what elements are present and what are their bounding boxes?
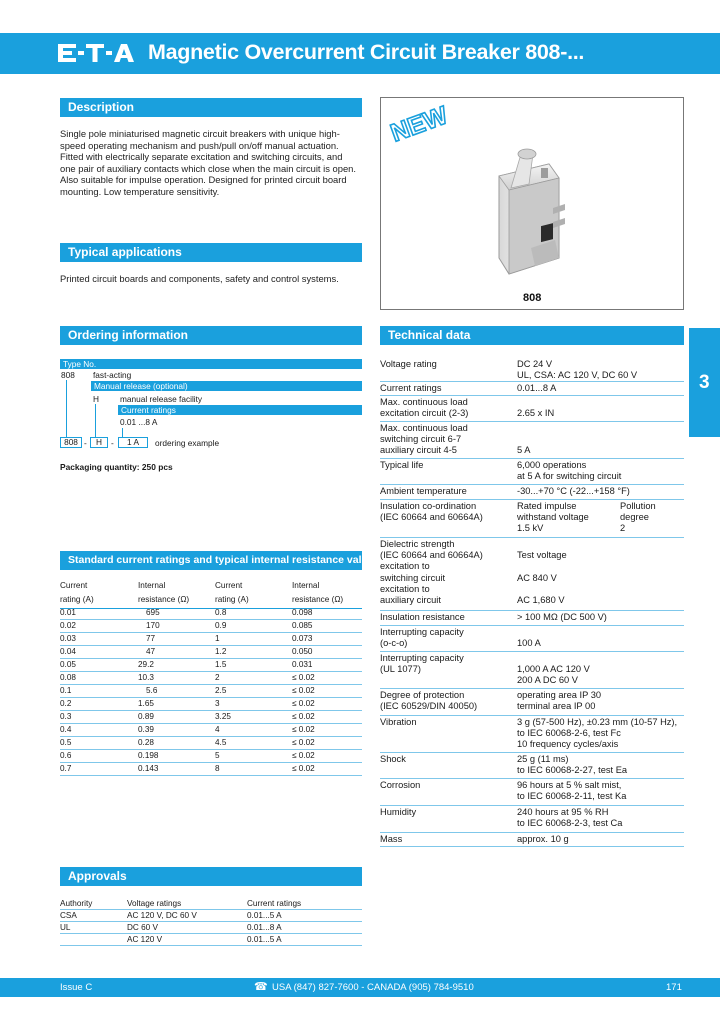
header-cell: Internal xyxy=(138,581,166,590)
tech-value: 100 A xyxy=(517,638,541,649)
eta-logo xyxy=(58,41,136,65)
applications-heading: Typical applications xyxy=(60,243,362,262)
table-cell: AC 120 V, DC 60 V xyxy=(127,911,197,920)
connector-line xyxy=(122,428,123,437)
table-cell: 8 xyxy=(215,764,220,773)
table-cell: ≤ 0.02 xyxy=(292,751,315,760)
tech-row xyxy=(380,422,684,459)
approvals-rows xyxy=(60,910,362,946)
type-desc: fast-acting xyxy=(93,370,132,380)
description-line: one pair of auxiliary contacts which close when the main circuit is open. xyxy=(60,162,356,174)
table-cell: 77 xyxy=(146,634,156,643)
connector-line xyxy=(66,380,67,437)
table-row xyxy=(60,646,362,659)
table-cell: 0.1 xyxy=(60,686,72,695)
table-cell: 0.4 xyxy=(60,725,72,734)
new-badge-text: NEW xyxy=(386,101,452,148)
tech-value: approx. 10 g xyxy=(517,834,569,844)
example-part: 1 A xyxy=(118,437,148,448)
tech-label: Degree of protection (IEC 60529/DIN 40050) xyxy=(380,690,478,712)
example-part: H xyxy=(90,437,108,448)
page-title: Magnetic Overcurrent Circuit Breaker 808-... xyxy=(148,40,585,64)
tech-row xyxy=(380,689,684,716)
header-cell: Authority xyxy=(60,899,93,908)
table-row xyxy=(60,922,362,934)
description-line: speed operating mechanism and push/pull on/off manual actuation. xyxy=(60,139,339,151)
header-cell: Current xyxy=(215,581,243,590)
example-label: ordering example xyxy=(155,438,220,448)
tech-row xyxy=(380,500,684,538)
tech-label: Humidity xyxy=(380,807,417,817)
release-label: Manual release (optional) xyxy=(91,381,362,391)
tech-row xyxy=(380,806,684,833)
tech-label: Dielectric strength (IEC 60664 and 60664A) excitation to switching circuit excitation to auxiliary circuit xyxy=(380,539,483,606)
example-part: 808 xyxy=(60,437,82,448)
table-cell: 0.2 xyxy=(60,699,72,708)
table-cell: 0.031 xyxy=(292,660,313,669)
header-cell: rating (A) xyxy=(60,595,94,604)
header-cell: rating (A) xyxy=(215,595,249,604)
table-cell: ≤ 0.02 xyxy=(292,699,315,708)
table-header-row xyxy=(60,898,362,910)
table-cell: ≤ 0.02 xyxy=(292,725,315,734)
table-row xyxy=(60,685,362,698)
applications-text: Printed circuit boards and components, safety and control systems. xyxy=(60,273,339,284)
header-cell: Current ratings xyxy=(247,899,302,908)
table-cell: 0.01...5 A xyxy=(247,935,282,944)
table-row xyxy=(60,934,362,946)
table-cell: 0.08 xyxy=(60,673,76,682)
description-heading: Description xyxy=(60,98,362,117)
table-cell: CSA xyxy=(60,911,77,920)
tech-row xyxy=(380,652,684,689)
release-desc: manual release facility xyxy=(120,394,203,404)
tech-label: Max. continuous load switching circuit 6-7 auxiliary circuit 4-5 xyxy=(380,423,468,456)
table-row xyxy=(60,737,362,750)
table-cell: 5 xyxy=(215,751,220,760)
tech-label: Corrosion xyxy=(380,780,421,790)
table-cell: 0.3 xyxy=(60,712,72,721)
packaging-quantity: Packaging quantity: 250 pcs xyxy=(60,462,173,472)
table-cell: 0.198 xyxy=(138,751,159,760)
phone-numbers: USA (847) 827-7600 - CANADA (905) 784-9510 xyxy=(272,982,474,993)
table-cell: 1.65 xyxy=(138,699,154,708)
header-cell: Current xyxy=(60,581,88,590)
tech-value: 25 g (11 ms) to IEC 60068-2-27, test Ea xyxy=(517,754,628,776)
tech-value: 96 hours at 5 % salt mist, to IEC 60068-2-11, test Ka xyxy=(517,780,627,802)
tech-value: 240 hours at 95 % RH to IEC 60068-2-3, test Ca xyxy=(517,807,623,829)
tech-value: 1,000 A AC 120 V 200 A DC 60 V xyxy=(517,664,590,686)
description-line: Fitted with electrically separate excitation and switching circuits, and xyxy=(60,151,343,163)
table-cell: 2.5 xyxy=(215,686,227,695)
header-cell: Internal xyxy=(292,581,320,590)
tech-label: Shock xyxy=(380,754,406,764)
table-cell: 0.050 xyxy=(292,647,313,656)
table-cell: 0.5 xyxy=(60,738,72,747)
page-footer xyxy=(0,978,720,997)
table-cell: 29.2 xyxy=(138,660,154,669)
table-cell: 0.01 xyxy=(60,608,76,617)
tech-value: 0.01...8 A xyxy=(517,383,557,393)
table-cell: 2 xyxy=(215,673,220,682)
current-label: Current ratings xyxy=(118,405,362,415)
table-cell: 1 xyxy=(215,634,220,643)
table-cell: 3 xyxy=(215,699,220,708)
type-label: Type No. xyxy=(60,359,362,369)
tech-label: Typical life xyxy=(380,460,424,470)
tech-row xyxy=(380,538,684,611)
phone-icon: ☎ xyxy=(254,981,268,993)
table-row xyxy=(60,620,362,633)
table-cell: 0.9 xyxy=(215,621,227,630)
table-cell: 0.073 xyxy=(292,634,313,643)
table-cell: ≤ 0.02 xyxy=(292,712,315,721)
table-row xyxy=(60,724,362,737)
table-cell: 0.143 xyxy=(138,764,159,773)
table-cell: 0.39 xyxy=(138,725,154,734)
table-cell: UL xyxy=(60,923,71,932)
table-cell: ≤ 0.02 xyxy=(292,764,315,773)
tech-row xyxy=(380,753,684,779)
table-cell: 10.3 xyxy=(138,673,154,682)
table-cell: 4.5 xyxy=(215,738,227,747)
header-cell: resistance (Ω) xyxy=(292,595,344,604)
ordering-heading: Ordering information xyxy=(60,326,362,345)
table-cell: DC 60 V xyxy=(127,923,158,932)
table-cell: AC 120 V xyxy=(127,935,163,944)
header-cell: Voltage ratings xyxy=(127,899,182,908)
table-cell: 695 xyxy=(146,608,160,617)
table-cell: 0.04 xyxy=(60,647,76,656)
page-number: 171 xyxy=(666,982,682,993)
tech-label: Insulation resistance xyxy=(380,612,465,622)
table-row xyxy=(60,698,362,711)
tech-value: 5 A xyxy=(517,445,531,456)
tech-label: Insulation co-ordination (IEC 60664 and 60664A) xyxy=(380,501,483,523)
current-range: 0.01 ...8 A xyxy=(120,417,158,427)
tech-label: Interrupting capacity (UL 1077) xyxy=(380,653,464,675)
type-code: 808 xyxy=(61,370,75,380)
page-header xyxy=(0,33,720,74)
tech-value: Rated impulse withstand voltage 1.5 kV xyxy=(517,501,589,534)
tech-row xyxy=(380,459,684,485)
table-cell: ≤ 0.02 xyxy=(292,686,315,695)
new-badge-icon xyxy=(385,100,453,148)
tech-value: -30...+70 °C (-22...+158 °F) xyxy=(517,486,630,496)
table-cell: 3.25 xyxy=(215,712,231,721)
tech-row xyxy=(380,626,684,652)
table-cell: 47 xyxy=(146,647,156,656)
table-row xyxy=(60,659,362,672)
tech-label: Max. continuous load excitation circuit (2-3) xyxy=(380,397,469,419)
table-cell: 0.01...8 A xyxy=(247,923,282,932)
tech-row xyxy=(380,358,684,382)
table-cell: 0.05 xyxy=(60,660,76,669)
description-line: Also suitable for impulse operation. Designed for printed circuit board xyxy=(60,174,347,186)
table-row xyxy=(60,672,362,685)
table-row xyxy=(60,750,362,763)
table-cell: 0.01...5 A xyxy=(247,911,282,920)
tech-row xyxy=(380,485,684,500)
tech-label: Current ratings xyxy=(380,383,442,393)
tech-label: Mass xyxy=(380,834,403,844)
tech-label: Ambient temperature xyxy=(380,486,467,496)
tech-value: > 100 MΩ (DC 500 V) xyxy=(517,612,607,622)
description-line: mounting. Low temperature sensitivity. xyxy=(60,185,220,197)
tech-value: operating area IP 30 terminal area IP 00 xyxy=(517,690,602,712)
table-row xyxy=(60,763,362,776)
approvals-heading: Approvals xyxy=(60,867,362,886)
tech-row xyxy=(380,611,684,626)
header-cell: resistance (Ω) xyxy=(138,595,190,604)
tech-row xyxy=(380,382,684,396)
tech-row xyxy=(380,716,684,753)
tech-value: 6,000 operations at 5 A for switching circuit xyxy=(517,460,622,482)
table-row xyxy=(60,633,362,646)
table-cell: 4 xyxy=(215,725,220,734)
resistance-rows xyxy=(60,607,362,776)
tech-value: 3 g (57-500 Hz), ±0.23 mm (10-57 Hz), to IEC 60068-2-6, test Fc 10 frequency cycles/axis xyxy=(517,717,678,750)
technical-heading: Technical data xyxy=(380,326,684,345)
example-sep: - xyxy=(84,438,87,448)
chapter-tab xyxy=(689,328,720,437)
tech-value: Pollution degree 2 xyxy=(620,501,656,534)
table-cell: 0.89 xyxy=(138,712,154,721)
description-line: Single pole miniaturised magnetic circuit breakers with unique high- xyxy=(60,128,340,139)
description-text xyxy=(60,128,370,198)
tech-label: Voltage rating xyxy=(380,359,437,369)
table-row xyxy=(60,607,362,620)
eta-logo-mark xyxy=(58,42,136,64)
issue-label: Issue C xyxy=(60,982,93,993)
table-cell: 170 xyxy=(146,621,160,630)
approvals-table xyxy=(60,898,362,946)
product-photo xyxy=(381,98,683,309)
table-cell: 1.5 xyxy=(215,660,227,669)
table-cell: 5.6 xyxy=(146,686,158,695)
tech-row xyxy=(380,833,684,847)
tech-label: Interrupting capacity (o-c-o) xyxy=(380,627,464,649)
resistance-table xyxy=(60,580,362,776)
table-cell: 0.28 xyxy=(138,738,154,747)
table-cell: 0.085 xyxy=(292,621,313,630)
chapter-number: 3 xyxy=(699,372,710,393)
connector-line xyxy=(95,404,96,437)
product-photo-frame xyxy=(380,97,684,310)
tech-value: 2.65 x IN xyxy=(517,408,555,419)
table-row xyxy=(60,910,362,922)
table-cell: ≤ 0.02 xyxy=(292,738,315,747)
table-cell: 0.03 xyxy=(60,634,76,643)
tech-row xyxy=(380,396,684,422)
tech-label: Vibration xyxy=(380,717,417,727)
table-cell: 0.7 xyxy=(60,764,72,773)
table-row xyxy=(60,711,362,724)
table-cell: 0.8 xyxy=(215,608,227,617)
tech-value: DC 24 V UL, CSA: AC 120 V, DC 60 V xyxy=(517,359,638,381)
table-cell: 1.2 xyxy=(215,647,227,656)
tech-value: Test voltage AC 840 V AC 1,680 V xyxy=(517,550,567,606)
tech-row xyxy=(380,779,684,806)
table-header-row xyxy=(60,580,362,592)
table-cell: 0.02 xyxy=(60,621,76,630)
example-sep: - xyxy=(111,438,114,448)
product-label: 808 xyxy=(523,292,542,304)
table-cell: ≤ 0.02 xyxy=(292,673,315,682)
resistance-heading: Standard current ratings and typical internal resistance values xyxy=(60,551,362,570)
release-code: H xyxy=(93,394,99,404)
table-cell: 0.098 xyxy=(292,608,313,617)
table-cell: 0.6 xyxy=(60,751,72,760)
